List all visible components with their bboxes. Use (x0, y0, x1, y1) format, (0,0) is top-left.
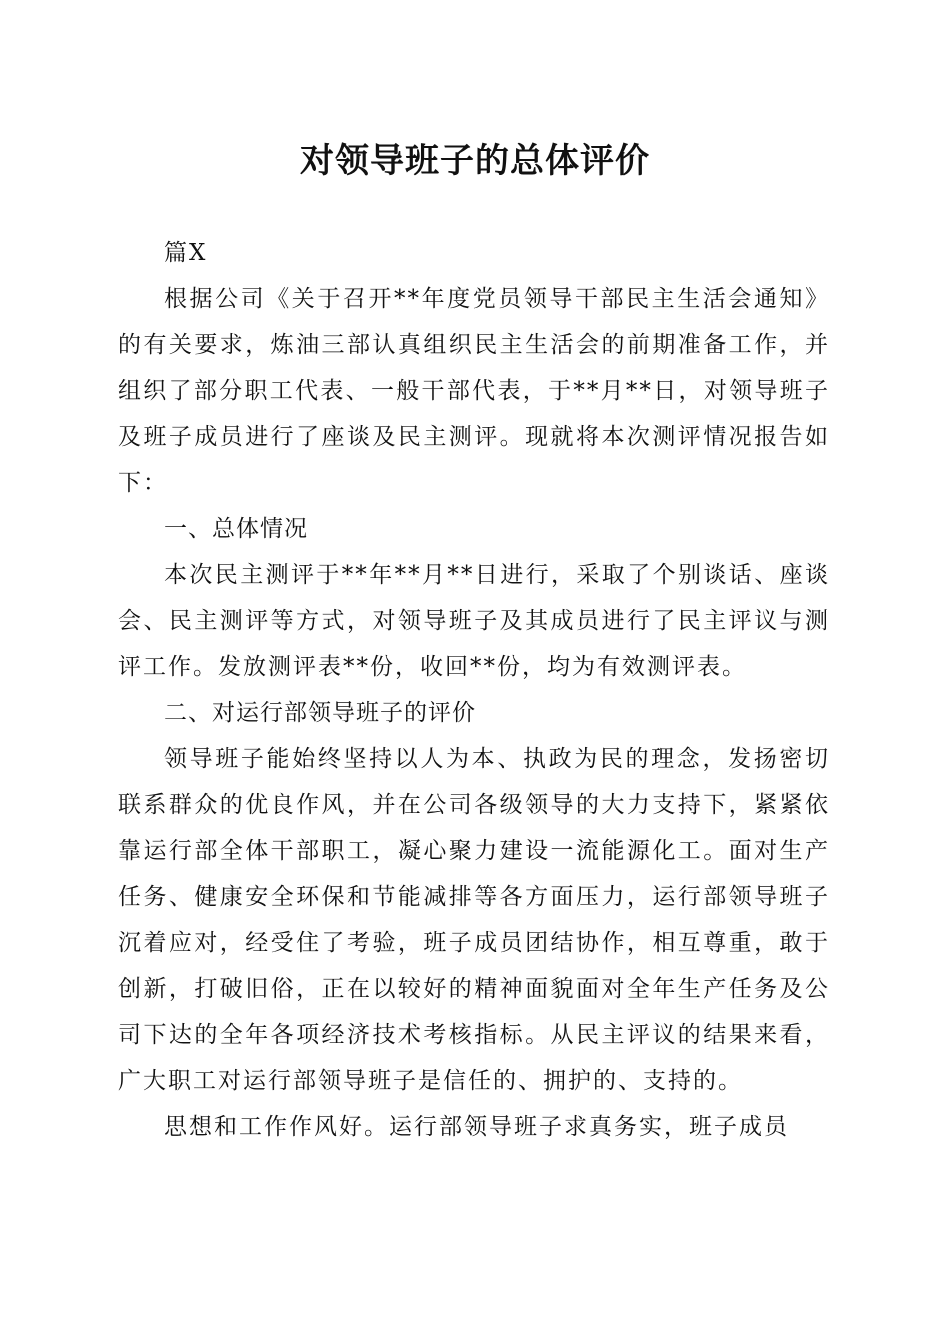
paragraph-intro: 根据公司《关于召开**年度党员领导干部民主生活会通知》的有关要求，炼油三部认真组织民主生活会的前期准备工作，并组织了部分职工代表、一般干部代表，于**月**日，对领导班子及班子成员进行了座谈及民主测评。现就将本次测评情况报告如下： (118, 286, 830, 496)
paragraph-work-style: 思想和工作作风好。运行部领导班子求真务实，班子成员 (164, 1114, 789, 1140)
heading-leadership-evaluation: 二、对运行部领导班子的评价 (164, 700, 476, 726)
section-label: 篇X (164, 240, 208, 266)
paragraph-overall-situation: 本次民主测评于**年**月**日进行，采取了个别谈话、座谈会、民主测评等方式，对领导班子及其成员进行了民主评议与测评工作。发放测评表**份，收回**份，均为有效测评表。 (118, 562, 830, 680)
heading-overall-situation: 一、总体情况 (164, 516, 308, 542)
document-title: 对领导班子的总体评价 (300, 141, 650, 181)
paragraph-leadership-evaluation: 领导班子能始终坚持以人为本、执政为民的理念，发扬密切联系群众的优良作风，并在公司各级领导的大力支持下，紧紧依靠运行部全体干部职工，凝心聚力建设一流能源化工。面对生产任务、健康安全环保和节能减排等各方面压力，运行部领导班子沉着应对，经受住了考验，班子成员团结协作，相互尊重，敢于创新，打破旧俗，正在以较好的精神面貌面对全年生产任务及公司下达的全年各项经济技术考核指标。从民主评议的结果来看，广大职工对运行部领导班子是信任的、拥护的、支持的。 (118, 746, 830, 1094)
document-body (118, 230, 830, 1150)
